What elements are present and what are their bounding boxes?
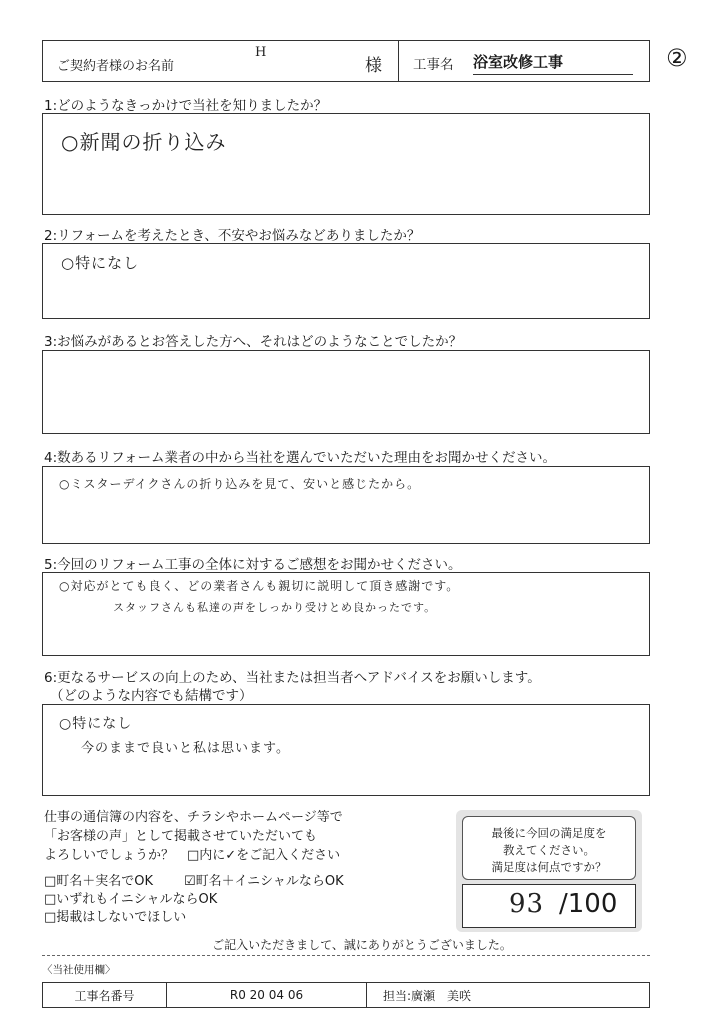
question-5-label: 5:今回のリフォーム工事の全体に対するご感想をお聞かせください。 <box>44 557 462 573</box>
question-2-label: 2:リフォームを考えたとき、不安やお悩みなどありましたか？ <box>44 228 421 244</box>
answer-5-line-1: ○対応がとても良く、どの業者さんも親切に説明して頂き感謝です。 <box>59 579 460 593</box>
satisfaction-score: 93 <box>509 889 545 919</box>
answer-1-line-1: ○新聞の折り込み <box>61 130 227 154</box>
question-6-sublabel: （どのような内容でも結構です） <box>50 688 253 704</box>
satisfaction-prompt-3: 満足度は何点ですか？ <box>491 860 607 874</box>
divider-dashed <box>42 955 650 956</box>
office-number-label: 工事名番号 <box>74 988 135 1003</box>
office-staff: 担当:廣瀬 美咲 <box>383 988 472 1003</box>
consent-option-initial[interactable]: ☑町名＋イニシャルならOK <box>184 874 344 889</box>
office-number-label-cell <box>43 983 167 1007</box>
customer-name-cell <box>43 41 399 81</box>
question-6-label: 6:更なるサービスの向上のため、当社または担当者へアドバイスをお願いします。 <box>44 670 541 686</box>
answer-5-line-2: スタッフさんも私達の声をしっかり受けとめ良かったです。 <box>113 601 437 614</box>
honorific: 様 <box>365 56 382 76</box>
consent-line-3: よろしいでしょうか？ □内に✓をご記入ください <box>44 848 341 863</box>
answer-6-line-2: 今のままで良いと私は思います。 <box>81 741 290 756</box>
question-1-label: 1:どのようなきっかけで当社を知りましたか？ <box>44 98 328 114</box>
consent-option-realname[interactable]: □町名＋実名でOK <box>44 874 154 889</box>
answer-box-1 <box>42 113 650 215</box>
header-row <box>42 40 650 82</box>
satisfaction-score-box <box>462 884 636 928</box>
project-underline <box>473 74 633 75</box>
question-4-label: 4:数あるリフォーム業者の中から当社を選んでいただいた理由をお聞かせください。 <box>44 450 556 466</box>
thanks-message: ご記入いただきまして、誠にありがとうございました。 <box>212 938 512 952</box>
consent-line-2: 「お客様の声」として掲載させていただいても <box>44 829 318 844</box>
answer-2-line-1: ○特になし <box>61 254 140 272</box>
customer-label: ご契約者様のお名前 <box>57 59 175 74</box>
project-cell <box>399 41 649 81</box>
office-staff-cell <box>367 983 649 1007</box>
satisfaction-prompt-2: 教えてください。 <box>503 843 595 857</box>
satisfaction-prompt-box <box>462 816 636 880</box>
answer-box-3 <box>42 350 650 434</box>
project-label: 工事名 <box>413 57 454 73</box>
office-number-value: R0 20 04 06 <box>229 988 304 1002</box>
answer-box-4 <box>42 466 650 544</box>
office-number-value-cell <box>167 983 367 1007</box>
sheet-number: ② <box>666 44 688 72</box>
answer-box-2 <box>42 243 650 319</box>
satisfaction-prompt-1: 最後に今回の満足度を <box>491 826 607 840</box>
question-3-label: 3:お悩みがあるとお答えした方へ、それはどのようなことでしたか？ <box>44 334 463 350</box>
consent-option-no-publish[interactable]: □掲載はしないでほしい <box>44 910 187 925</box>
answer-box-5 <box>42 572 650 656</box>
answer-4-line-1: ○ミスターデイクさんの折り込みを見て、安いと感じたから。 <box>59 477 421 491</box>
consent-line-1: 仕事の通信簿の内容を、チラシやホームページ等で <box>44 810 343 825</box>
project-name: 浴室改修工事 <box>473 53 564 71</box>
answer-6-line-1: ○特になし <box>59 716 133 732</box>
answer-box-6 <box>42 704 650 796</box>
consent-option-all-initial[interactable]: □いずれもイニシャルならOK <box>44 892 218 907</box>
office-label: 〈当社使用欄〉 <box>42 964 116 976</box>
customer-name: H <box>255 45 268 60</box>
office-row <box>42 982 650 1008</box>
satisfaction-max: /100 <box>559 889 618 919</box>
